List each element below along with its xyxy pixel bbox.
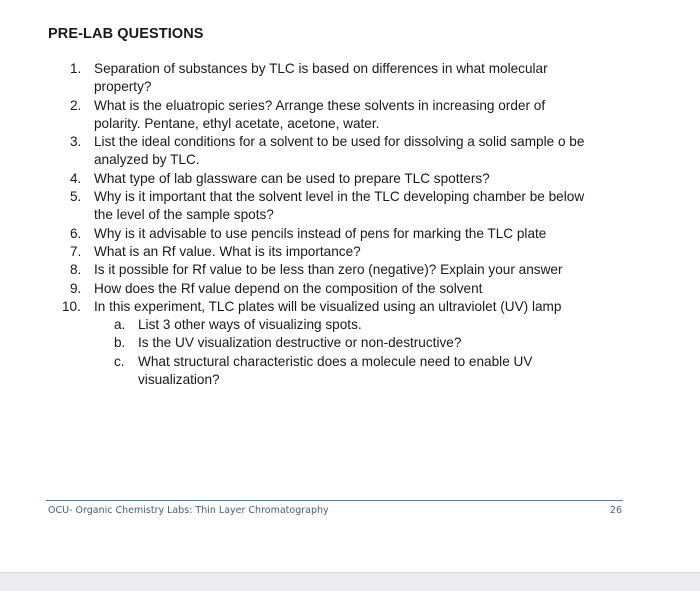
question-item bbox=[0, 225, 594, 243]
viewer-bottom-bar bbox=[0, 572, 700, 591]
question-text: Is it possible for Rf value to be less than zero (negative)? Explain your answer bbox=[94, 262, 563, 278]
sub-question-letter: a. bbox=[114, 317, 126, 333]
question-number: 5. bbox=[70, 189, 82, 205]
question-number: 3. bbox=[70, 134, 82, 150]
question-item bbox=[0, 188, 594, 225]
question-list bbox=[0, 60, 700, 389]
question-item bbox=[0, 133, 594, 170]
sub-question-item bbox=[94, 334, 578, 352]
question-number: 8. bbox=[70, 262, 82, 278]
page-number: 26 bbox=[609, 505, 622, 516]
question-number: 10. bbox=[62, 298, 81, 314]
question-text: In this experiment, TLC plates will be visualized using an ultraviolet (UV) lamp bbox=[94, 298, 562, 314]
sub-question-text: Is the UV visualization destructive or non-destructive? bbox=[138, 335, 462, 351]
question-item bbox=[0, 261, 594, 279]
question-text: What type of lab glassware can be used to prepare TLC spotters? bbox=[94, 170, 490, 186]
question-number: 6. bbox=[70, 225, 82, 241]
sub-question-list bbox=[94, 316, 594, 389]
question-text: How does the Rf value depend on the composition of the solvent bbox=[94, 280, 483, 296]
question-item bbox=[0, 170, 594, 188]
sub-question-letter: c. bbox=[114, 353, 125, 369]
question-item bbox=[0, 280, 594, 298]
question-text: Why is it important that the solvent level in the TLC developing chamber be below the level of the sample spots? bbox=[94, 189, 585, 223]
sub-question-text: List 3 other ways of visualizing spots. bbox=[138, 317, 362, 333]
question-item bbox=[0, 97, 594, 134]
footer-title: OCU- Organic Chemistry Labs: Thin Layer Chromatography bbox=[48, 505, 329, 516]
question-text: Why is it advisable to use pencils instead of pens for marking the TLC plate bbox=[94, 225, 547, 241]
question-text: What is an Rf value. What is its importance? bbox=[94, 243, 361, 259]
question-number: 4. bbox=[70, 170, 82, 186]
sub-question-letter: b. bbox=[114, 335, 126, 351]
question-number: 7. bbox=[70, 243, 82, 259]
question-number: 1. bbox=[70, 61, 82, 76]
sub-question-item bbox=[94, 353, 578, 390]
question-number: 2. bbox=[70, 97, 82, 113]
question-number: 9. bbox=[70, 280, 82, 296]
question-text: List the ideal conditions for a solvent to be used for dissolving a solid sample o be analyzed by TLC. bbox=[94, 134, 585, 168]
question-item bbox=[0, 243, 594, 261]
question-text: Separation of substances by TLC is based on differences in what molecular property? bbox=[94, 61, 548, 95]
question-item bbox=[0, 298, 594, 389]
page-heading: PRE-LAB QUESTIONS bbox=[48, 26, 204, 42]
sub-question-text: What structural characteristic does a molecule need to enable UV visualization? bbox=[138, 353, 533, 388]
question-text: What is the eluatropic series? Arrange these solvents in increasing order of polarity. Pentane, ethyl acetate, acetone, water. bbox=[94, 97, 546, 131]
sub-question-item bbox=[94, 316, 578, 334]
footer-divider bbox=[46, 500, 623, 501]
question-item bbox=[0, 60, 594, 97]
